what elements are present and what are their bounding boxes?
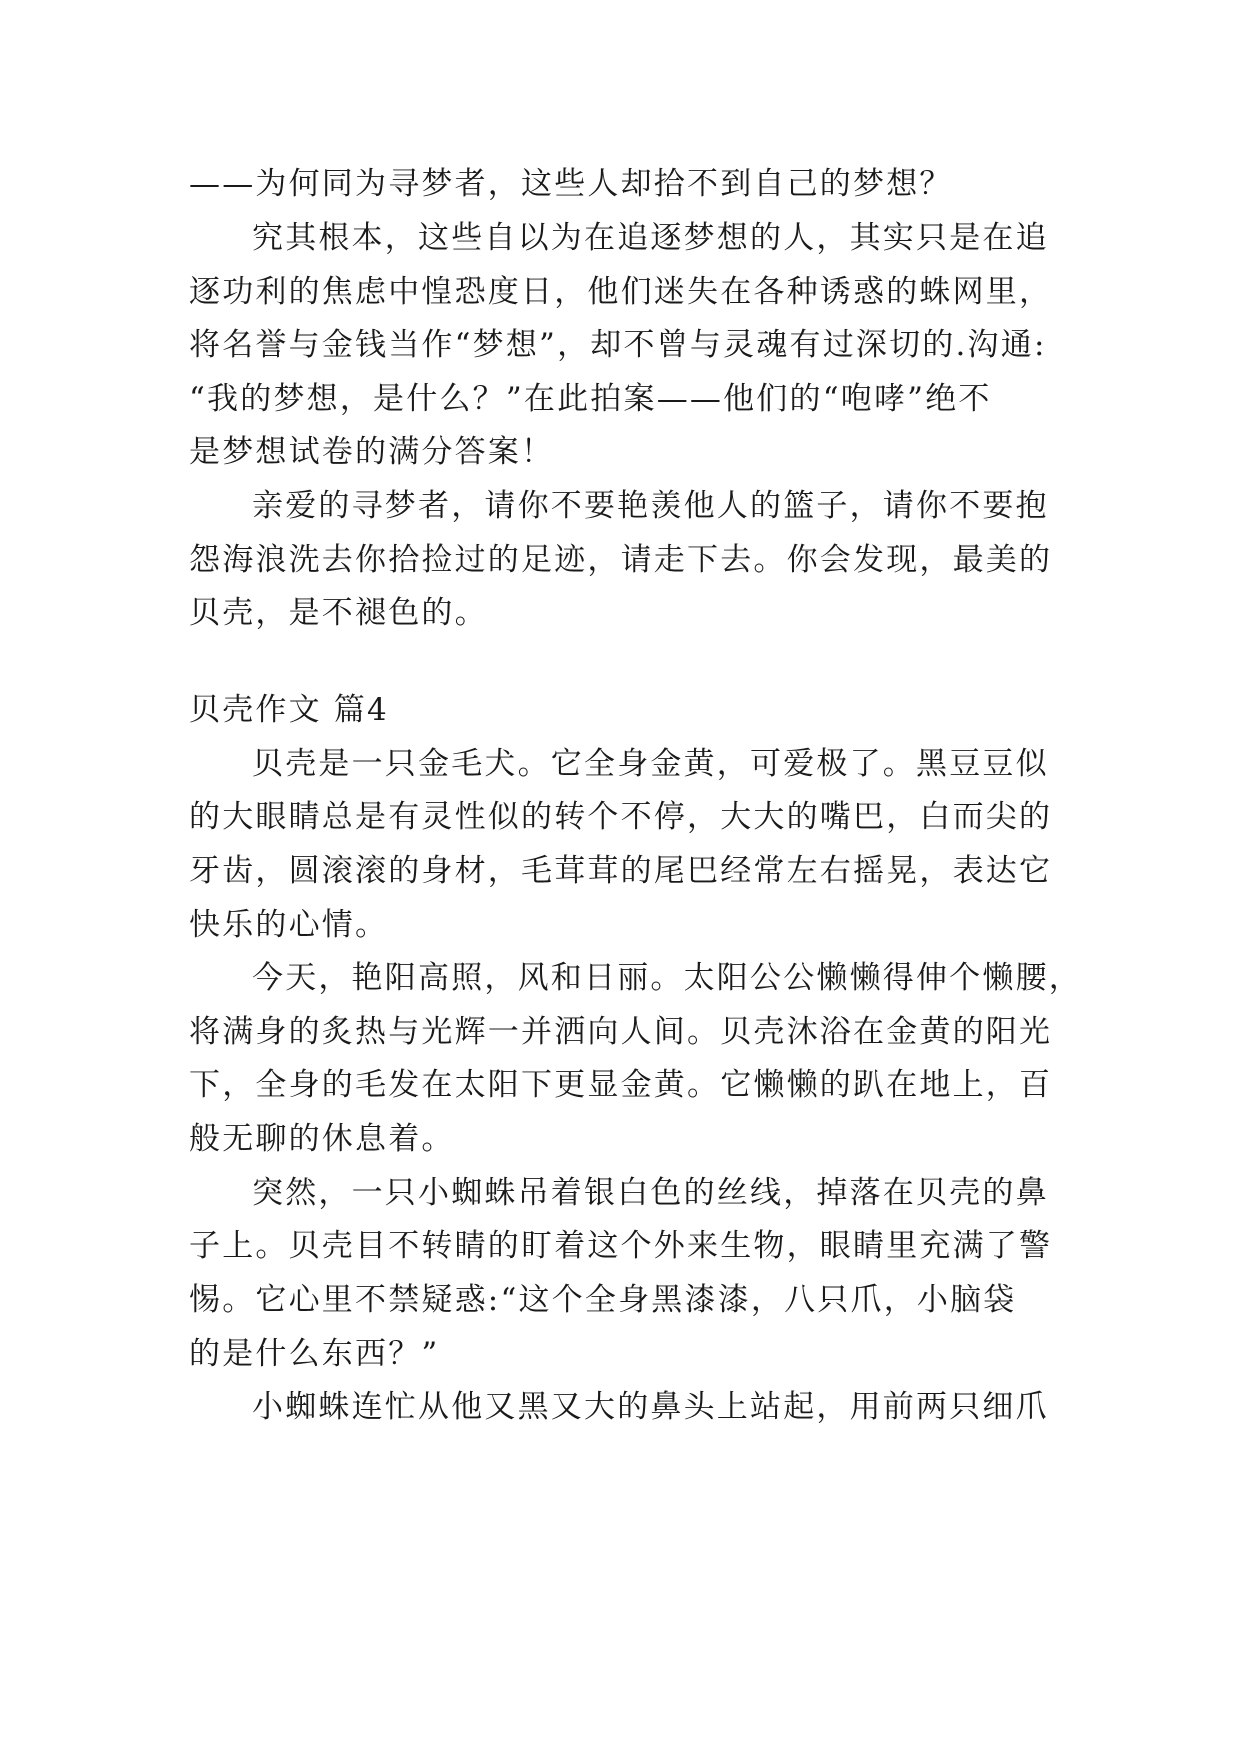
paragraph-first-line: 究其根本，这些自以为在追逐梦想的人，其实只是在追 — [252, 220, 1049, 256]
paragraph-first-line: 亲爱的寻梦者，请你不要艳羡他人的篮子，请你不要抱 — [252, 488, 1049, 524]
text-line: 下，全身的毛发在太阳下更显金黄。它懒懒的趴在地上，百 — [189, 1067, 1053, 1103]
section-heading: 贝壳作文 篇4 — [189, 692, 389, 728]
paragraph-first-line: 今天，艳阳高照，风和日丽。太阳公公懒懒得伸个懒腰， — [252, 960, 1082, 996]
text-line: 逐功利的焦虑中惶恐度日，他们迷失在各种诱惑的蛛网里， — [189, 274, 1053, 310]
text-line: 怨海浪洗去你拾捡过的足迹，请走下去。你会发现，最美的 — [189, 542, 1053, 578]
text-line: 将满身的炙热与光辉一并洒向人间。贝壳沐浴在金黄的阳光 — [189, 1014, 1053, 1050]
text-line: 将名誉与金钱当作“梦想”，却不曾与灵魂有过深切的.沟通: — [189, 327, 1047, 363]
text-line: ——为何同为寻梦者，这些人却拾不到自己的梦想？ — [189, 166, 953, 202]
text-line: 的大眼睛总是有灵性似的转个不停，大大的嘴巴，白而尖的 — [189, 799, 1053, 835]
text-line: 子上。贝壳目不转睛的盯着这个外来生物，眼睛里充满了警 — [189, 1228, 1053, 1264]
text-line: 快乐的心情。 — [189, 907, 389, 943]
paragraph-first-line: 小蜘蛛连忙从他又黑又大的鼻头上站起，用前两只细爪 — [252, 1389, 1049, 1425]
text-line: 牙齿，圆滚滚的身材，毛茸茸的尾巴经常左右摇晃，表达它 — [189, 853, 1053, 889]
text-line: “我的梦想，是什么？”在此拍案——他们的“咆哮”绝不 — [189, 381, 992, 417]
text-line: 贝壳，是不褪色的。 — [189, 595, 488, 631]
text-line: 惕。它心里不禁疑惑:“这个全身黑漆漆，八只爪，小脑袋 — [189, 1282, 1017, 1318]
text-line: 般无聊的休息着。 — [189, 1121, 455, 1157]
text-line: 是梦想试卷的满分答案！ — [189, 434, 555, 470]
paragraph-first-line: 突然，一只小蜘蛛吊着银白色的丝线，掉落在贝壳的鼻 — [252, 1175, 1049, 1211]
text-line: 的是什么东西？” — [189, 1336, 440, 1372]
paragraph-first-line: 贝壳是一只金毛犬。它全身金黄，可爱极了。黑豆豆似 — [252, 746, 1049, 782]
